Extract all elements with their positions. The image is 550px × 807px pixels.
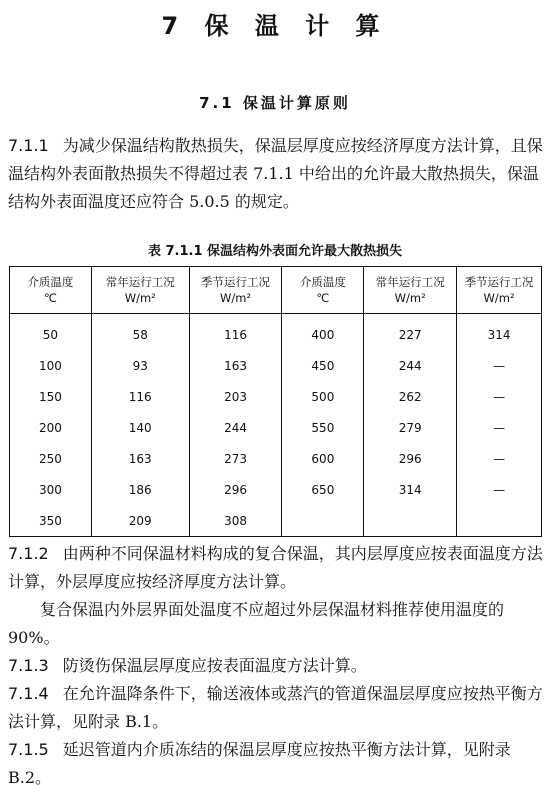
- table-row: [10, 412, 542, 443]
- table-cell: [364, 505, 457, 537]
- clause-number: 7.1.2: [8, 544, 49, 563]
- table-cell: 163: [91, 443, 189, 474]
- table-row: [10, 350, 542, 381]
- clause-7-1-2: [8, 540, 544, 596]
- table-cell: 279: [364, 412, 457, 443]
- table-cell: 296: [364, 443, 457, 474]
- clause-7-1-2-supplement: [8, 596, 544, 652]
- header-medium-temp: 介质温度 ℃: [282, 267, 364, 314]
- clause-text: 由两种不同保温材料构成的复合保温，其内层厚度应按表面温度方法计算，外层厚度应按经济厚度方法计算。: [8, 544, 543, 591]
- table-cell: 140: [91, 412, 189, 443]
- clause-text: 延迟管道内介质冻结的保温层厚度应按热平衡方法计算，见附录 B.2。: [8, 740, 511, 787]
- table-caption: 表 7.1.1 保温结构外表面允许最大散热损失: [147, 244, 403, 259]
- table-cell: 650: [282, 474, 364, 505]
- clause-7-1-1: [8, 132, 544, 216]
- clause-text: 为减少保温结构散热损失，保温层厚度应按经济厚度方法计算，且保温结构外表面散热损失不得超过表 7.1.1 中给出的允许最大散热损失，保温结构外表面温度还应符合 5.0.5 的规定。: [8, 136, 543, 211]
- table-row: [10, 381, 542, 412]
- table-cell: [282, 505, 364, 537]
- section-title: 7.1 保温计算原则: [199, 94, 351, 112]
- clause-7-1-3: [8, 652, 544, 680]
- table-cell: 244: [364, 350, 457, 381]
- table-cell: 314: [364, 474, 457, 505]
- table-cell: —: [457, 443, 542, 474]
- table-cell: 203: [189, 381, 282, 412]
- table-row: [10, 505, 542, 537]
- table-cell: 308: [189, 505, 282, 537]
- table-cell: 300: [10, 474, 92, 505]
- header-seasonal-operation: 季节运行工况 W/m²: [189, 267, 282, 314]
- table-cell: —: [457, 412, 542, 443]
- table-cell: [457, 505, 542, 537]
- table-row: [10, 443, 542, 474]
- header-annual-operation: 常年运行工况 W/m²: [91, 267, 189, 314]
- table-cell: 116: [91, 381, 189, 412]
- clause-text: 在允许温降条件下，输送液体或蒸汽的管道保温层厚度应按热平衡方法计算，见附录 B.1。: [8, 684, 543, 731]
- table-cell: 244: [189, 412, 282, 443]
- table-cell: —: [457, 381, 542, 412]
- table-cell: —: [457, 350, 542, 381]
- table-cell: 400: [282, 314, 364, 351]
- table-cell: —: [457, 474, 542, 505]
- clause-7-1-5: [8, 736, 544, 792]
- clause-7-1-4: [8, 680, 544, 736]
- chapter-title: 7 保 温 计 算: [161, 12, 389, 40]
- table-cell: 227: [364, 314, 457, 351]
- header-seasonal-operation: 季节运行工况 W/m²: [457, 267, 542, 314]
- table-cell: 262: [364, 381, 457, 412]
- table-cell: 100: [10, 350, 92, 381]
- table-cell: 50: [10, 314, 92, 351]
- table-header-row: [10, 267, 542, 314]
- clause-number: 7.1.4: [8, 684, 49, 703]
- table-cell: 116: [189, 314, 282, 351]
- table-row: [10, 314, 542, 351]
- table-cell: 209: [91, 505, 189, 537]
- table-cell: 314: [457, 314, 542, 351]
- table-cell: 450: [282, 350, 364, 381]
- table-cell: 200: [10, 412, 92, 443]
- clause-number: 7.1.3: [8, 656, 49, 675]
- table-cell: 250: [10, 443, 92, 474]
- table-cell: 150: [10, 381, 92, 412]
- table-cell: 273: [189, 443, 282, 474]
- table-cell: 163: [189, 350, 282, 381]
- table-cell: 600: [282, 443, 364, 474]
- table-cell: 550: [282, 412, 364, 443]
- table-row: [10, 474, 542, 505]
- table-cell: 296: [189, 474, 282, 505]
- table-cell: 500: [282, 381, 364, 412]
- table-cell: 350: [10, 505, 92, 537]
- header-annual-operation: 常年运行工况 W/m²: [364, 267, 457, 314]
- clause-number: 7.1.5: [8, 740, 49, 759]
- heat-loss-table: [9, 266, 542, 537]
- clause-text: 防烫伤保温层厚度应按表面温度方法计算。: [62, 656, 367, 675]
- header-medium-temp: 介质温度 ℃: [10, 267, 92, 314]
- table-cell: 186: [91, 474, 189, 505]
- table-cell: 58: [91, 314, 189, 351]
- table-cell: 93: [91, 350, 189, 381]
- clause-text: 复合保温内外层界面处温度不应超过外层保温材料推荐使用温度的 90%。: [8, 600, 505, 647]
- clause-number: 7.1.1: [8, 136, 49, 155]
